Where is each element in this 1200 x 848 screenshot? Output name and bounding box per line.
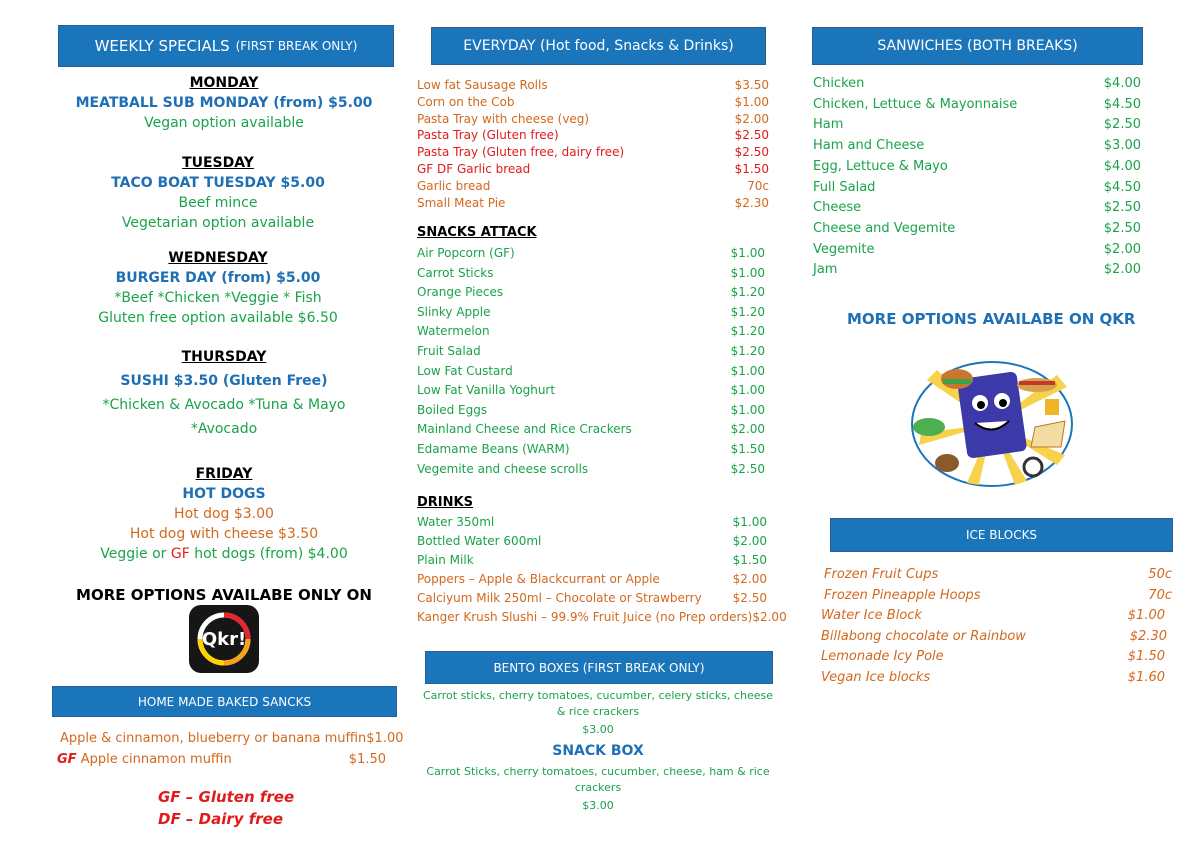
home-baked-header <box>52 686 397 717</box>
ice-block-item-name: Frozen Pineapple Hoops <box>824 587 981 603</box>
snack-item-name: Low Fat Vanilla Yoghurt <box>417 383 556 398</box>
monday-note: Vegan option available <box>144 115 304 131</box>
more-options-only-on: MORE OPTIONS AVAILABE ONLY ON <box>76 586 372 604</box>
monday-title: MEATBALL SUB MONDAY (from) $5.00 <box>75 95 373 111</box>
sandwich-item <box>813 242 1141 257</box>
baked-item-prefix: GF <box>57 752 77 767</box>
snack-item-price: $2.50 <box>730 461 765 476</box>
sandwich-item-name: Cheese <box>813 200 862 216</box>
friday-line-2: Hot dog with cheese $3.50 <box>129 526 319 542</box>
weekly-specials-header <box>58 25 394 67</box>
drink-item-price: $1.50 <box>732 552 767 567</box>
hot-food-item-price: $2.50 <box>734 145 769 160</box>
snack-item-name: Mainland Cheese and Rice Crackers <box>417 422 632 437</box>
snack-item-name: Low Fat Custard <box>417 363 513 378</box>
sandwich-item-price: $2.00 <box>1103 262 1141 278</box>
drink-item-price: $2.00 <box>752 609 787 624</box>
ice-block-item <box>821 670 1165 685</box>
drink-item <box>417 534 767 548</box>
drinks-title: DRINKS <box>417 495 473 510</box>
monday-section <box>52 74 396 133</box>
snack-item-name: Carrot Sticks <box>417 265 494 280</box>
snack-item <box>417 442 765 456</box>
tuesday-title: TACO BOAT TUESDAY $5.00 <box>111 175 325 191</box>
snack-item <box>417 403 765 417</box>
ice-block-item-price: $1.60 <box>1127 670 1165 685</box>
hot-food-item-price: $2.30 <box>734 195 769 210</box>
ice-blocks-title: ICE BLOCKS <box>965 528 1038 542</box>
hot-food-item-name: Pasta Tray (Gluten free) <box>417 128 559 143</box>
sandwich-item-price: $2.50 <box>1103 117 1141 133</box>
snack-item-price: $1.20 <box>730 344 765 358</box>
ice-block-item-price: $1.50 <box>1127 649 1165 665</box>
qkr-logo-text: Qkr! <box>201 628 247 650</box>
snack-item <box>417 422 765 436</box>
snack-item-name: Boiled Eggs <box>417 402 488 417</box>
friday-line-3 <box>52 544 396 564</box>
happy-lunchbox-mascot-image <box>907 355 1077 493</box>
ice-block-item-name: Vegan Ice blocks <box>821 670 931 685</box>
hot-food-item-price: 70c <box>747 178 769 193</box>
more-options-qkr: MORE OPTIONS AVAILABE ON QKR <box>847 310 1136 328</box>
wednesday-note-2: Gluten free option available $6.50 <box>98 310 338 326</box>
hot-food-item-name: Small Meat Pie <box>417 195 506 210</box>
hot-food-item-name: Pasta Tray with cheese (veg) <box>417 111 590 126</box>
sandwiches-title: SANWICHES (BOTH BREAKS) <box>877 38 1078 54</box>
ice-block-item-name: Frozen Fruit Cups <box>824 567 939 582</box>
snack-item-name: Edamame Beans (WARM) <box>417 442 570 456</box>
sandwich-item-name: Vegemite <box>813 241 875 257</box>
hot-food-item <box>417 179 769 193</box>
friday-section <box>52 465 396 564</box>
sandwich-item-name: Jam <box>813 262 838 278</box>
snack-item-name: Air Popcorn (GF) <box>417 246 515 260</box>
drink-item <box>417 515 767 529</box>
snack-item-price: $1.20 <box>730 285 765 300</box>
snack-item <box>417 364 765 378</box>
sandwich-item <box>813 159 1141 174</box>
ice-block-item-price: $1.00 <box>1127 608 1165 624</box>
hot-food-item <box>417 95 769 109</box>
friday-day: FRIDAY <box>195 466 253 482</box>
hot-food-item <box>417 128 769 142</box>
thursday-section <box>52 348 396 441</box>
snack-item <box>417 344 765 358</box>
thursday-title: SUSHI $3.50 (Gluten Free) <box>120 373 328 389</box>
ice-block-item-name: Lemonade Icy Pole <box>821 649 944 665</box>
sandwich-item <box>813 262 1141 277</box>
snack-item <box>417 324 765 338</box>
weekly-specials-title: WEEKLY SPECIALS <box>94 37 230 55</box>
snack-item-price: $1.00 <box>730 402 765 417</box>
tuesday-day: TUESDAY <box>182 155 254 171</box>
sandwich-item-price: $2.50 <box>1103 200 1141 216</box>
sandwich-item <box>813 200 1141 215</box>
sandwich-item-name: Cheese and Vegemite <box>813 220 956 236</box>
snack-box-title: SNACK BOX <box>552 743 644 759</box>
drink-item <box>417 572 767 586</box>
wednesday-day: WEDNESDAY <box>168 250 268 266</box>
snack-box-description: Carrot Sticks, cherry tomatoes, cucumber, cheese, ham & rice crackers <box>426 765 770 794</box>
hot-food-item-price: $1.00 <box>734 94 769 109</box>
wednesday-section <box>46 249 390 328</box>
drink-item-price: $2.00 <box>732 533 767 548</box>
bento-title: BENTO BOXES (FIRST BREAK ONLY) <box>493 660 705 675</box>
monday-day: MONDAY <box>189 75 259 91</box>
hot-food-item-name: Garlic bread <box>417 178 491 193</box>
snack-item-price: $2.00 <box>730 422 765 437</box>
ice-block-item <box>824 588 1172 603</box>
wednesday-note-1: *Beef *Chicken *Veggie * Fish <box>114 290 322 306</box>
drink-item <box>417 553 767 567</box>
drink-item-name: Water 350ml <box>417 515 495 529</box>
friday-title: HOT DOGS <box>182 486 266 502</box>
sandwich-item-name: Full Salad <box>813 179 876 195</box>
wednesday-title: BURGER DAY (from) $5.00 <box>115 270 321 286</box>
snack-item-price: $1.20 <box>730 324 765 339</box>
drink-item <box>417 609 787 624</box>
drink-item <box>417 591 767 605</box>
sandwich-item-price: $2.50 <box>1103 220 1141 236</box>
ice-block-item-price: $2.30 <box>1129 628 1167 644</box>
ice-block-item-price: 50c <box>1148 567 1172 582</box>
snack-item <box>417 285 765 299</box>
snack-item-name: Fruit Salad <box>417 344 481 358</box>
weekly-specials-subtitle: (FIRST BREAK ONLY) <box>235 39 358 53</box>
hot-food-item <box>417 162 769 176</box>
snack-item <box>417 383 765 397</box>
tuesday-note-1: Beef mince <box>178 195 258 211</box>
hot-food-item <box>417 196 769 210</box>
hot-food-item-name: GF DF Garlic bread <box>417 162 531 176</box>
sandwich-item-name: Ham and Cheese <box>813 138 925 154</box>
sandwich-item-price: $4.50 <box>1103 179 1141 195</box>
snacks-attack-title: SNACKS ATTACK <box>417 225 537 240</box>
baked-item-name: Apple & cinnamon, blueberry or banana muffin <box>60 731 367 746</box>
hot-food-item-name: Low fat Sausage Rolls <box>417 78 548 92</box>
tuesday-note-2: Vegetarian option available <box>121 215 315 231</box>
ice-block-item <box>821 649 1165 664</box>
hot-food-item-price: $2.00 <box>734 111 769 126</box>
drink-item-price: $1.00 <box>732 515 767 529</box>
bento-header <box>425 651 773 684</box>
friday-line-3-b: hot dogs (from) $4.00 <box>189 546 348 562</box>
drink-item-name: Bottled Water 600ml <box>417 533 542 548</box>
snack-item-name: Slinky Apple <box>417 304 491 319</box>
sandwich-item <box>813 138 1141 153</box>
bento-description: Carrot sticks, cherry tomatoes, cucumber, celery sticks, cheese & rice crackers <box>423 689 773 718</box>
ice-block-item <box>821 629 1167 644</box>
snack-box-price: $3.00 <box>582 799 614 812</box>
sandwich-item <box>813 117 1141 132</box>
ice-block-item <box>821 608 1165 623</box>
drink-item-name: Poppers – Apple & Blackcurrant or Apple <box>417 571 660 586</box>
sandwich-item-price: $4.50 <box>1103 96 1141 112</box>
snack-item <box>417 246 765 260</box>
drink-item-price: $2.00 <box>732 571 767 586</box>
thursday-note-2: *Avocado <box>190 421 258 437</box>
ice-block-item <box>824 567 1172 582</box>
friday-line-3-a: Veggie or <box>100 546 171 562</box>
sandwich-item-name: Egg, Lettuce & Mayo <box>813 158 948 174</box>
sandwich-item <box>813 97 1141 112</box>
thursday-note-1: *Chicken & Avocado *Tuna & Mayo <box>102 397 346 413</box>
baked-item-price: $1.50 <box>348 752 386 767</box>
snack-item-name: Watermelon <box>417 324 490 339</box>
snack-item-price: $1.00 <box>730 383 765 398</box>
sandwich-item <box>813 180 1141 195</box>
snack-item-price: $1.50 <box>730 442 765 456</box>
tuesday-section <box>46 154 390 233</box>
hot-food-item <box>417 112 769 126</box>
sandwich-item-name: Chicken, Lettuce & Mayonnaise <box>813 96 1018 112</box>
ice-block-item-name: Billabong chocolate or Rainbow <box>821 628 1026 644</box>
snack-item-name: Vegemite and cheese scrolls <box>417 461 589 476</box>
hot-food-item-price: $1.50 <box>734 162 769 176</box>
legend-df: DF – Dairy free <box>158 810 284 828</box>
sandwich-item-name: Chicken <box>813 76 865 91</box>
qkr-app-logo[interactable] <box>189 605 259 673</box>
drink-item-price: $2.50 <box>732 590 767 605</box>
hot-food-item-name: Pasta Tray (Gluten free, dairy free) <box>417 145 625 160</box>
ice-block-item-name: Water Ice Block <box>821 608 922 624</box>
baked-item-row <box>57 752 386 767</box>
drink-item-name: Calciyum Milk 250ml – Chocolate or Strawberry <box>417 590 702 605</box>
thursday-day: THURSDAY <box>181 349 267 365</box>
snack-item <box>417 462 765 476</box>
hot-food-item-price: $3.50 <box>734 78 769 92</box>
ice-block-item-price: 70c <box>1148 587 1172 603</box>
hot-food-item-name: Corn on the Cob <box>417 94 515 109</box>
snack-item-price: $1.00 <box>730 265 765 280</box>
sandwich-item-price: $3.00 <box>1103 138 1141 154</box>
sandwich-item-price: $4.00 <box>1103 76 1141 91</box>
sandwich-item <box>813 221 1141 236</box>
hot-food-item-price: $2.50 <box>734 128 769 143</box>
snack-item-price: $1.00 <box>730 363 765 378</box>
snack-item <box>417 305 765 319</box>
bento-price: $3.00 <box>582 723 614 736</box>
sandwich-item-price: $4.00 <box>1103 158 1141 174</box>
ice-blocks-header <box>830 518 1173 552</box>
friday-line-1: Hot dog $3.00 <box>174 506 274 522</box>
sandwich-item <box>813 76 1141 91</box>
sandwich-item-name: Ham <box>813 117 844 133</box>
everyday-title: EVERYDAY (Hot food, Snacks & Drinks) <box>463 38 734 54</box>
snack-item-price: $1.20 <box>730 304 765 319</box>
legend-gf: GF – Gluten free <box>158 788 295 806</box>
sandwich-item-price: $2.00 <box>1103 241 1141 257</box>
hot-food-item <box>417 145 769 159</box>
hot-food-item <box>417 78 769 92</box>
everyday-header <box>431 27 766 65</box>
drink-item-name: Plain Milk <box>417 552 474 567</box>
baked-item-row <box>60 731 404 746</box>
baked-item-price: $1.00 <box>366 731 404 746</box>
drink-item-name: Kanger Krush Slushi – 99.9% Fruit Juice (no Prep orders) <box>417 609 753 624</box>
baked-item-name: Apple cinnamon muffin <box>76 752 232 767</box>
snack-item-name: Orange Pieces <box>417 285 504 300</box>
home-baked-title: HOME MADE BAKED SANCKS <box>137 694 312 709</box>
snack-item <box>417 266 765 280</box>
snack-item-price: $1.00 <box>730 246 765 260</box>
friday-line-3-gf: GF <box>170 546 190 562</box>
sandwiches-header <box>812 27 1143 65</box>
